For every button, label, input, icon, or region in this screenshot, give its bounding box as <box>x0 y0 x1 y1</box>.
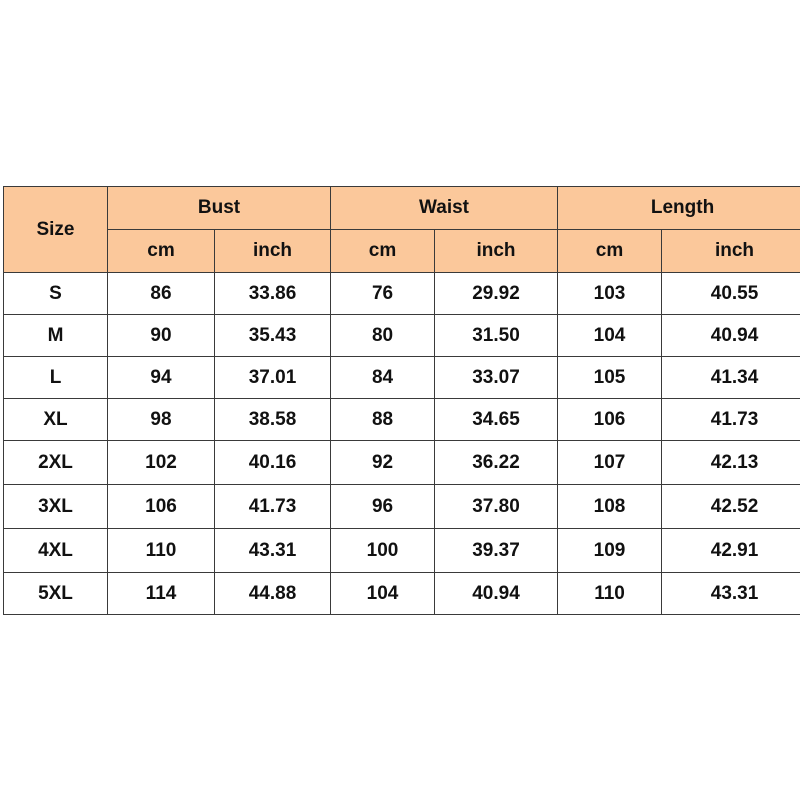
value-cell: 40.94 <box>435 573 558 615</box>
size-cell: 5XL <box>4 573 108 615</box>
value-cell: 100 <box>331 529 435 573</box>
value-cell: 38.58 <box>215 399 331 441</box>
value-cell: 39.37 <box>435 529 558 573</box>
value-cell: 104 <box>331 573 435 615</box>
size-cell: XL <box>4 399 108 441</box>
header-unit-row <box>4 230 800 273</box>
value-cell: 106 <box>558 399 662 441</box>
value-cell: 37.80 <box>435 485 558 529</box>
value-cell: 35.43 <box>215 315 331 357</box>
table-row <box>4 485 800 529</box>
waist-header-cell: Waist <box>331 187 558 230</box>
value-cell: 43.31 <box>215 529 331 573</box>
value-cell: 94 <box>108 357 215 399</box>
size-cell: 4XL <box>4 529 108 573</box>
table-row <box>4 357 800 399</box>
value-cell: 108 <box>558 485 662 529</box>
value-cell: 96 <box>331 485 435 529</box>
value-cell: 107 <box>558 441 662 485</box>
value-cell: 40.16 <box>215 441 331 485</box>
value-cell: 33.86 <box>215 273 331 315</box>
unit-header-cell: inch <box>662 230 800 273</box>
table-row <box>4 441 800 485</box>
table-row <box>4 529 800 573</box>
size-cell: L <box>4 357 108 399</box>
table-row <box>4 399 800 441</box>
value-cell: 33.07 <box>435 357 558 399</box>
unit-header-cell: cm <box>558 230 662 273</box>
value-cell: 36.22 <box>435 441 558 485</box>
size-header-cell: Size <box>4 187 108 273</box>
value-cell: 88 <box>331 399 435 441</box>
value-cell: 109 <box>558 529 662 573</box>
value-cell: 110 <box>558 573 662 615</box>
value-cell: 102 <box>108 441 215 485</box>
value-cell: 86 <box>108 273 215 315</box>
value-cell: 84 <box>331 357 435 399</box>
value-cell: 41.73 <box>662 399 800 441</box>
value-cell: 103 <box>558 273 662 315</box>
unit-header-cell: inch <box>215 230 331 273</box>
value-cell: 34.65 <box>435 399 558 441</box>
value-cell: 37.01 <box>215 357 331 399</box>
unit-header-cell: inch <box>435 230 558 273</box>
table-body <box>4 273 800 615</box>
value-cell: 41.34 <box>662 357 800 399</box>
value-cell: 44.88 <box>215 573 331 615</box>
size-cell: 2XL <box>4 441 108 485</box>
value-cell: 42.52 <box>662 485 800 529</box>
value-cell: 105 <box>558 357 662 399</box>
value-cell: 80 <box>331 315 435 357</box>
value-cell: 76 <box>331 273 435 315</box>
bust-header-cell: Bust <box>108 187 331 230</box>
value-cell: 31.50 <box>435 315 558 357</box>
value-cell: 43.31 <box>662 573 800 615</box>
table-row <box>4 573 800 615</box>
length-header-cell: Length <box>558 187 800 230</box>
value-cell: 29.92 <box>435 273 558 315</box>
value-cell: 41.73 <box>215 485 331 529</box>
unit-header-cell: cm <box>108 230 215 273</box>
unit-header-cell: cm <box>331 230 435 273</box>
size-cell: 3XL <box>4 485 108 529</box>
value-cell: 42.91 <box>662 529 800 573</box>
value-cell: 110 <box>108 529 215 573</box>
value-cell: 106 <box>108 485 215 529</box>
table-header <box>4 187 800 273</box>
value-cell: 114 <box>108 573 215 615</box>
size-chart-table <box>3 186 800 615</box>
size-cell: S <box>4 273 108 315</box>
value-cell: 42.13 <box>662 441 800 485</box>
value-cell: 104 <box>558 315 662 357</box>
value-cell: 40.94 <box>662 315 800 357</box>
size-cell: M <box>4 315 108 357</box>
value-cell: 98 <box>108 399 215 441</box>
header-group-row <box>4 187 800 230</box>
value-cell: 92 <box>331 441 435 485</box>
table-row <box>4 315 800 357</box>
table-row <box>4 273 800 315</box>
value-cell: 40.55 <box>662 273 800 315</box>
value-cell: 90 <box>108 315 215 357</box>
